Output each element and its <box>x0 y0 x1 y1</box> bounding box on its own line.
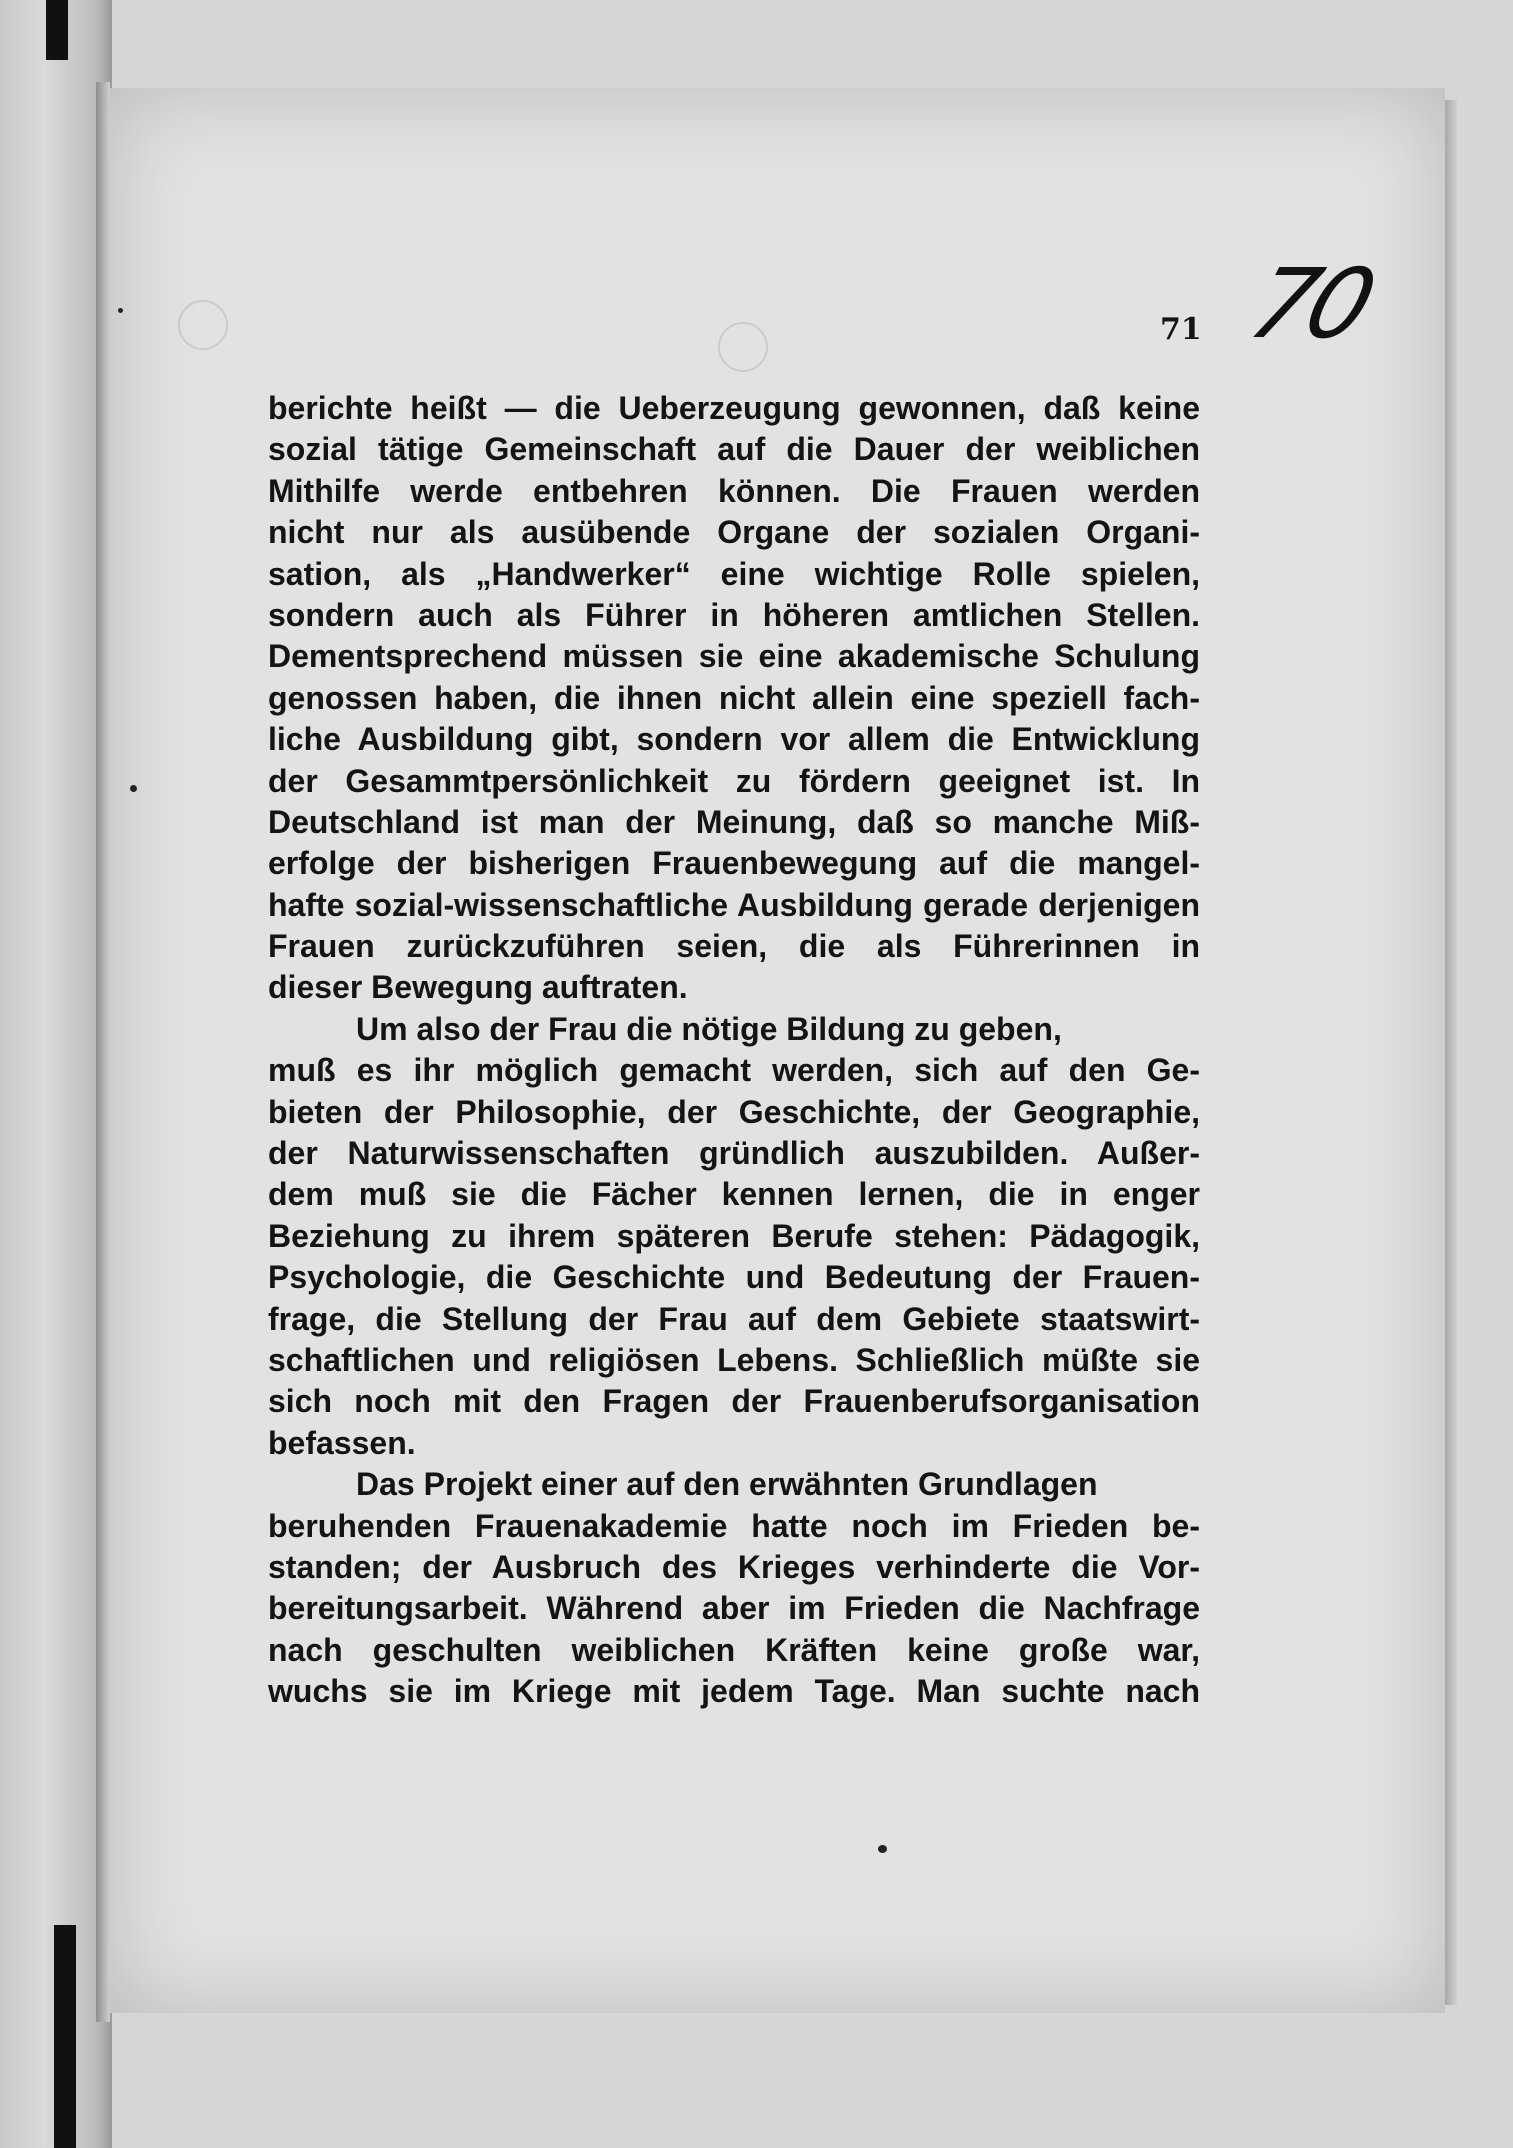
text-line: bereitungsarbeit. Während aber im Frieden die Nachfrage <box>268 1590 1200 1627</box>
text-line: Psychologie, die Geschichte und Bedeutung der Frauen- <box>268 1259 1200 1296</box>
ink-speck <box>878 1845 887 1853</box>
text-line: genossen haben, die ihnen nicht allein eine speziell fach- <box>268 679 1200 716</box>
page-number: 71 <box>1160 312 1202 347</box>
text-line: dem muß sie die Fächer kennen lernen, die in enger <box>268 1176 1200 1213</box>
text-line: Deutschland ist man der Meinung, daß so manche Miß- <box>268 803 1200 840</box>
body-text <box>268 388 1200 1713</box>
text-line: der Naturwissenschaften gründlich auszubilden. Außer- <box>268 1135 1200 1172</box>
text-line: befassen. <box>268 1424 416 1461</box>
text-line: dieser Bewegung auftraten. <box>268 969 688 1006</box>
text-line: Das Projekt einer auf den erwähnten Grundlagen <box>356 1466 1098 1503</box>
text-line: Dementsprechend müssen sie eine akademische Schulung <box>268 638 1200 675</box>
binding-shadow-top <box>46 0 68 60</box>
text-line: wuchs sie im Kriege mit jedem Tage. Man suchte nach <box>268 1673 1200 1710</box>
text-line: Frauen zurückzuführen seien, die als Führerinnen in <box>268 928 1200 965</box>
ink-speck <box>118 308 123 313</box>
text-line: bieten der Philosophie, der Geschichte, der Geographie, <box>268 1093 1200 1130</box>
text-line: Beziehung zu ihrem späteren Berufe stehen: Pädagogik, <box>268 1217 1200 1254</box>
handwritten-folio-number: 70 <box>1236 248 1384 360</box>
text-line: Mithilfe werde entbehren können. Die Frauen werden <box>268 472 1200 509</box>
bleed-through-circle <box>718 322 768 372</box>
text-line: beruhenden Frauenakademie hatte noch im Frieden be- <box>268 1507 1200 1544</box>
text-line: sondern auch als Führer in höheren amtlichen Stellen. <box>268 596 1200 633</box>
text-line: nach geschulten weiblichen Kräften keine große war, <box>268 1631 1200 1668</box>
page-right-edge <box>1445 100 1457 2005</box>
text-line: liche Ausbildung gibt, sondern vor allem die Entwicklung <box>268 721 1200 758</box>
text-line: sation, als „Handwerker“ eine wichtige Rolle spielen, <box>268 555 1200 592</box>
text-line: Um also der Frau die nötige Bildung zu geben, <box>356 1010 1062 1047</box>
text-line: der Gesammtpersönlichkeit zu fördern geeignet ist. In <box>268 762 1200 799</box>
bleed-through-circle <box>178 300 228 350</box>
text-line: muß es ihr möglich gemacht werden, sich auf den Ge- <box>268 1052 1200 1089</box>
text-line: frage, die Stellung der Frau auf dem Gebiete staatswirt- <box>268 1300 1200 1337</box>
text-line: erfolge der bisherigen Frauenbewegung auf die mangel- <box>268 845 1200 882</box>
text-line: sich noch mit den Fragen der Frauenberufsorganisation <box>268 1383 1200 1420</box>
ink-speck <box>130 785 137 792</box>
binding-shadow-bottom <box>54 1925 76 2148</box>
text-line: standen; der Ausbruch des Krieges verhinderte die Vor- <box>268 1548 1200 1585</box>
text-line: sozial tätige Gemeinschaft auf die Dauer der weiblichen <box>268 431 1200 468</box>
page-gutter-shadow <box>96 82 110 2022</box>
text-line: nicht nur als ausübende Organe der sozialen Organi- <box>268 514 1200 551</box>
text-line: berichte heißt — die Ueberzeugung gewonnen, daß keine <box>268 390 1200 426</box>
text-line: hafte sozial-wissenschaftliche Ausbildung gerade derjenigen <box>268 886 1200 923</box>
text-line: schaftlichen und religiösen Lebens. Schließlich müßte sie <box>268 1341 1200 1378</box>
